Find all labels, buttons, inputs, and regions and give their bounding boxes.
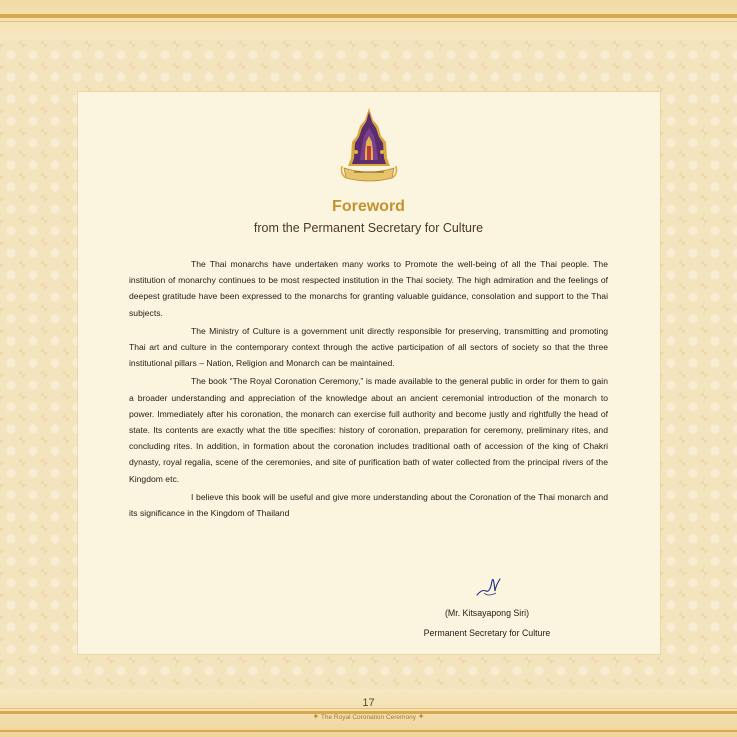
page-title: Foreword	[332, 198, 405, 215]
book-title: The Royal Coronation Ceremony	[320, 714, 416, 721]
paragraph: The book “The Royal Coronation Ceremony,” is made available to the general public in order for them to gain a broader understanding and appreciation of the knowledge about an ancient ceremonial introduction of the monarch to power. Immediately after his coronation, the monarch can exercise full authority and become justly and rightfully the head of state. Its contents are exactly what the title specifies: history of coronation, preparation for ceremony, preliminary rites, and concluding rites. In addition, in formation about the coronation includes traditional oath of accession of the king of Chakri dynasty, royal regalia, scene of the ceremonies, and site of purification bath of water collected from the principal rivers of the Kingdom etc.	[129, 376, 608, 484]
handwritten-signature-icon	[474, 573, 504, 599]
signatory-title: Permanent Secretary for Culture	[423, 628, 551, 638]
running-footer	[0, 712, 737, 721]
top-border-band	[0, 0, 737, 40]
page-subtitle: from the Permanent Secretary for Culture	[253, 221, 484, 235]
star-icon: ✦	[312, 712, 320, 721]
signatory-name: (Mr. Kitsayapong Siri)	[444, 608, 530, 618]
paragraph: The Thai monarchs have undertaken many works to Promote the well-being of all the Thai people. The institution of monarchy continues to be most respected institution in the Thai society. The high admiration and the feelings of deepest gratitude have been expressed to the monarchs for granting valuable guidance, consolation and support to the Thai subjects.	[129, 259, 608, 318]
paragraph: I believe this book will be useful and give more understanding about the Coronation of the Thai monarch and its significance in the Kingdom of Thailand	[129, 491, 608, 519]
page-number: 17	[362, 697, 375, 709]
paragraph: The Ministry of Culture is a government unit directly responsible for preserving, transmitting and promoting Thai art and culture in the contemporary context through the active participation of all sectors of society so that the three institutional pillars – Nation, Religion and Monarch can be maintained.	[129, 325, 608, 369]
ministry-of-culture-emblem-icon	[340, 106, 398, 188]
foreword-body	[129, 256, 608, 523]
star-icon: ✦	[417, 712, 425, 721]
